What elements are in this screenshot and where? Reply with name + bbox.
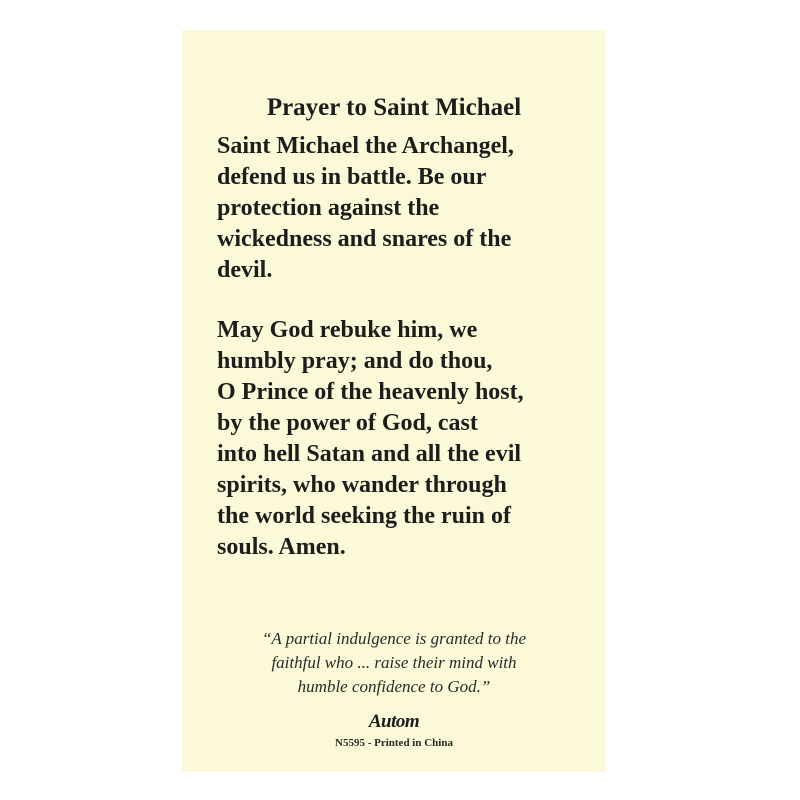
prayer-line: O Prince of the heavenly host, [217, 379, 524, 405]
quote-line: faithful who ... raise their mind with [271, 653, 517, 672]
prayer-paragraph-1 [217, 131, 597, 286]
prayer-line: wickedness and snares of the [217, 226, 512, 252]
prayer-line: into hell Satan and all the evil [217, 441, 522, 467]
prayer-line: May God rebuke him, we [217, 317, 478, 343]
prayer-line: protection against the [217, 195, 440, 221]
prayer-line: by the power of God, cast [217, 410, 478, 436]
quote-line: “A partial indulgence is granted to the [261, 629, 527, 648]
prayer-line: souls. Amen. [217, 534, 346, 560]
prayer-line: defend us in battle. Be our [217, 164, 487, 190]
prayer-line: spirits, who wander through [217, 472, 507, 498]
prayer-line: Saint Michael the Archangel, [217, 133, 514, 159]
prayer-line: devil. [217, 257, 273, 283]
prayer-card [182, 30, 606, 772]
indulgence-quote [182, 627, 606, 699]
brand-logo: Autom [368, 711, 420, 732]
product-code: N5595 - Printed in China [335, 737, 453, 749]
prayer-title: Prayer to Saint Michael [266, 94, 522, 121]
quote-line: humble confidence to God.” [297, 677, 491, 696]
prayer-line: the world seeking the ruin of [217, 503, 511, 529]
prayer-paragraph-2 [217, 315, 597, 563]
prayer-line: humbly pray; and do thou, [217, 348, 493, 374]
